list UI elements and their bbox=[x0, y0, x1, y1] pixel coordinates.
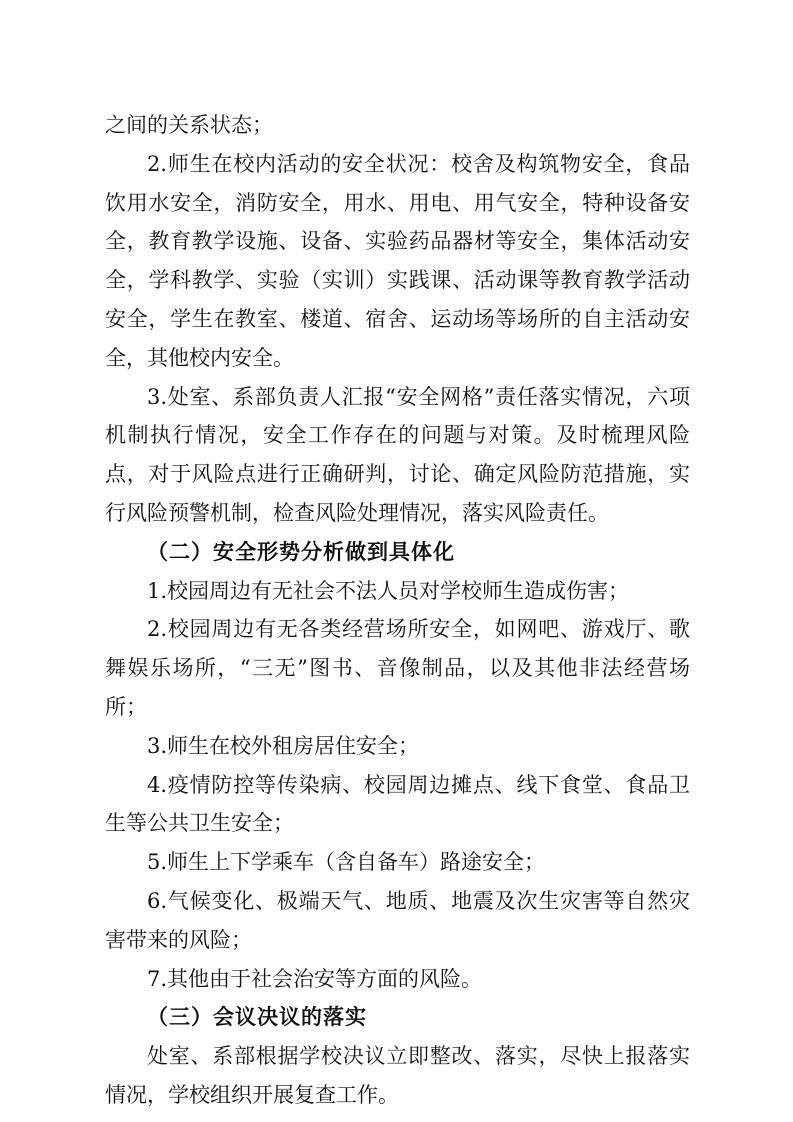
document-body bbox=[105, 106, 690, 1115]
list-item-2: 2.校园周边有无各类经营场所安全，如网吧、游戏厅、歌舞娱乐场所，“三无”图书、音像制品，以及其他非法经营场所； bbox=[105, 617, 690, 719]
section-heading-3: （三）会议决议的落实 bbox=[147, 1004, 367, 1030]
paragraph-resolution: 处室、系部根据学校决议立即整改、落实，尽快上报落实情况，学校组织开展复查工作。 bbox=[105, 1044, 690, 1107]
list-item-5: 5.师生上下学乘车（含自备车）路途安全； bbox=[147, 850, 546, 875]
paragraph-item-3-department-report: 3.处室、系部负责人汇报“安全网格”责任落实情况，六项机制执行情况，安全工作存在的问题与对策。及时梳理风险点，对于风险点进行正确研判，讨论、确定风险防范措施，实行风险预警机制，检查风险处理情况，落实风险责任。 bbox=[105, 384, 690, 525]
list-item-7: 7.其他由于社会治安等方面的风险。 bbox=[147, 966, 483, 991]
paragraph-continuation: 之间的关系状态； bbox=[105, 113, 273, 137]
list-item-3: 3.师生在校外租房居住安全； bbox=[147, 733, 420, 758]
list-item-6: 6.气候变化、极端天气、地质、地震及次生灾害等自然灾害带来的风险； bbox=[105, 888, 690, 952]
section-heading-2: （二）安全形势分析做到具体化 bbox=[147, 538, 455, 564]
list-item-1: 1.校园周边有无社会不法人员对学校师生造成伤害； bbox=[147, 578, 630, 603]
paragraph-item-2-campus-safety: 2.师生在校内活动的安全状况：校舍及构筑物安全，食品饮用水安全，消防安全，用水、用电、用气安全，特种设备安全，教育教学设施、设备、实验药品器材等安全，集体活动安全，学科教学、实验（实训）实践课、活动课等教育教学活动安全，学生在教室、楼道、宿舍、运动场等场所的自主活动安全，其他校内安全。 bbox=[105, 151, 690, 370]
list-item-4: 4.疫情防控等传染病、校园周边摊点、线下食堂、食品卫生等公共卫生安全； bbox=[105, 772, 690, 836]
